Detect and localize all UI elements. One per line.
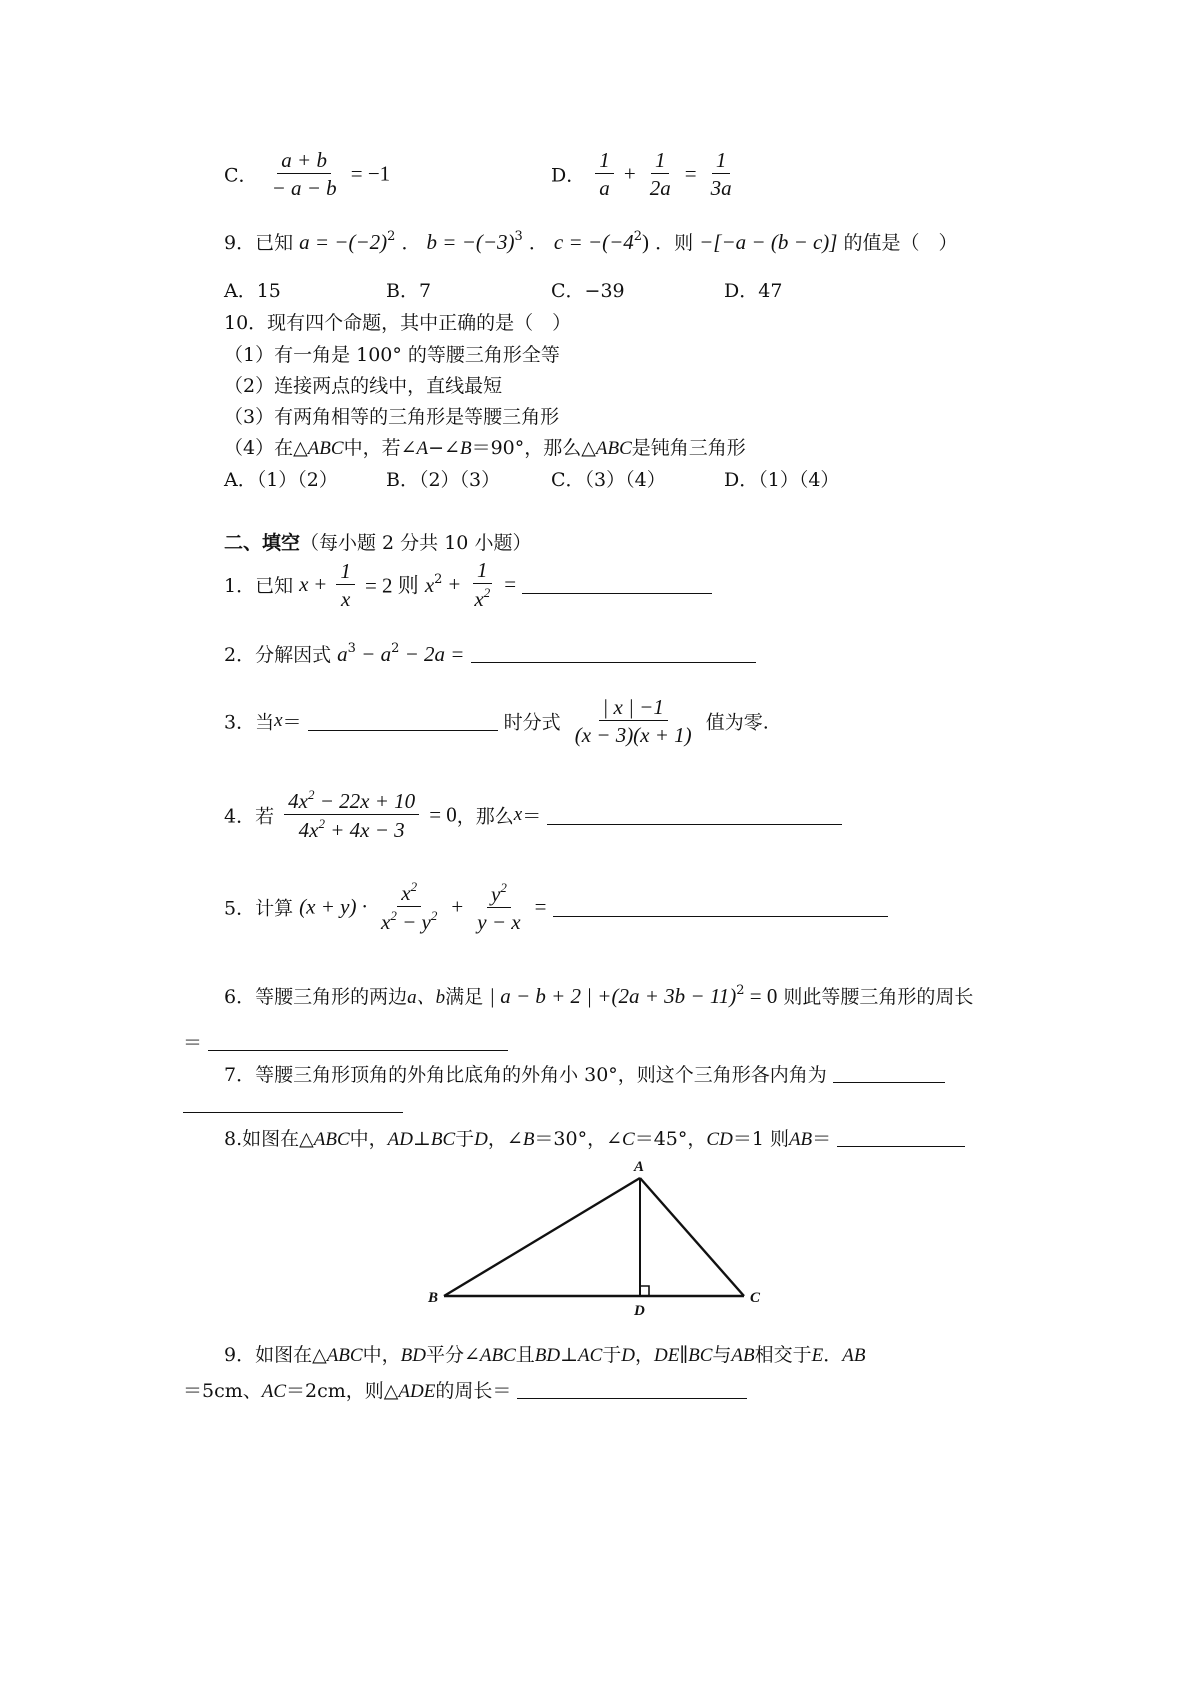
side-ba [444,1178,640,1296]
fill-9-line2: ＝5cm、AC＝2cm，则△ADE的周长＝ [183,1376,747,1403]
q9-option-d: D．47 [724,280,783,302]
fill-4-frac: $\frac{4x^2 - 22x + 10}{4x^2 + 4x - 3}$ [284,788,419,842]
q10-option-c: C．（3）（4） [551,469,666,491]
fill-5-answer-blank[interactable] [553,898,888,917]
q8-option-d-frac1: $\frac{1}{a}$ [595,148,614,200]
fill-3-frac: $\frac{| x | -1}{(x - 3)(x + 1)}$ [574,695,692,748]
q9-option-a: A．15 [224,280,281,302]
fill-5-frac2: $\frac{y^2}{y - x}$ [477,879,521,934]
q9-option-b: B．7 [386,280,432,302]
fill-1-frac: $\frac{1}{x}$ [336,559,355,611]
q10-option-b: B．（2）（3） [386,469,501,491]
vertex-label-a: A [634,1160,645,1175]
q8-option-c-rhs: = −1 [350,161,391,186]
fill-3-answer-blank[interactable] [308,712,498,731]
vertex-label-b: B [428,1290,439,1306]
q10-proposition-3: （3）有两角相等的三角形是等腰三角形 [224,406,560,428]
fill-4-answer-blank[interactable] [547,806,842,825]
fill-7: 7．等腰三角形顶角的外角比底角的外角小 30°，则这个三角形各内角为 [224,1060,945,1087]
fill-7-answer-blank[interactable] [833,1064,945,1083]
vertex-label-c: C [750,1290,761,1306]
fill-7-line2 [183,1094,403,1116]
fill-3: 3．当x＝ 时分式 $\frac{| x | -1}{(x - 3)(x + 1)}$ 值为零. [224,695,769,748]
fill-7-answer-blank-cont[interactable] [183,1094,403,1113]
right-angle-mark [640,1286,649,1296]
q10-proposition-4: （4）在△ABC中，若∠A−∠B＝90°，那么△ABC是钝角三角形 [224,437,746,459]
fill-6-line2: ＝ [183,1028,508,1055]
q10-option-d: D．（1）（4） [724,469,840,491]
fill-1-frac2: $\frac{1}{x^2}$ [474,558,491,612]
fill-8: 8.如图在△ABC中，AD⊥BC于D，∠B＝30°，∠C＝45°，CD＝1 则AB＝ [224,1124,965,1151]
fill-2-answer-blank[interactable] [471,644,756,663]
fill-6-answer-blank[interactable] [208,1032,508,1051]
fill-8-answer-blank[interactable] [837,1128,965,1147]
triangle-figure [420,1160,780,1320]
q8-option-d-label: D． [551,164,586,187]
section-2-heading: 二、填空（每小题 2 分共 10 小题） [224,532,532,554]
fill-9-answer-blank[interactable] [517,1380,747,1399]
fill-5-frac1: $\frac{x^2}{x^2 - y^2}$ [381,879,438,935]
fill-4: 4．若 $\frac{4x^2 - 22x + 10}{4x^2 + 4x - 3}$ = 0，那么x＝ [224,788,842,842]
q8-option-c-fraction: $\frac{a + b}{- a - b}$ [271,148,337,201]
q10-proposition-1: （1）有一角是 100° 的等腰三角形全等 [224,344,560,366]
fill-2: 2．分解因式 $a^3 - a^2 - 2a$ = [224,640,756,667]
q8-option-d-frac2: $\frac{1}{2a}$ [649,148,671,201]
q8-option-c-label: C． [224,164,258,187]
q9-stem: 9．已知 $a = -(-2)^2$ ． $b = -(-3)^3$ ． $c = -(-4^2)$ ．则 −[−a − (b − c)] 的值是（ ） [224,229,958,254]
fill-6: 6．等腰三角形的两边a、b满足 | a − b + 2 | $+(2a + 3b - 11)^2 = 0$ 则此等腰三角形的周长 [224,983,974,1008]
q10-proposition-2: （2）连接两点的线中，直线最短 [224,375,503,397]
triangle-lines [444,1178,744,1296]
q8-option-c [224,148,390,200]
q9-option-c: C．−39 [551,280,625,302]
q8-option-d-frac3: $\frac{1}{3a}$ [710,148,732,201]
q10-option-a: A．（1）（2） [224,469,338,491]
vertex-label-d: D [634,1303,645,1319]
fill-9: 9．如图在△ABC中，BD平分∠ABC且BD⊥AC于D，DE∥BC与AB相交于E．AB [224,1344,866,1366]
q8-option-d: D． $\frac{1}{a}$ + $\frac{1}{2a}$ = $\frac{1}{3a}$ [551,148,740,200]
side-ac [640,1178,744,1296]
q10-stem: 10．现有四个命题，其中正确的是（ ） [224,312,572,334]
fill-5: 5．计算 (x + y) · $\frac{x^2}{x^2 - y^2}$ + $\frac{y^2}{y - x}$ = [224,880,888,934]
fill-1: 1．已知 x + $\frac{1}{x}$ = 2 则 $x^2$ + $\frac{1}{x^2}$ = [224,558,712,611]
fill-1-answer-blank[interactable] [522,575,712,594]
